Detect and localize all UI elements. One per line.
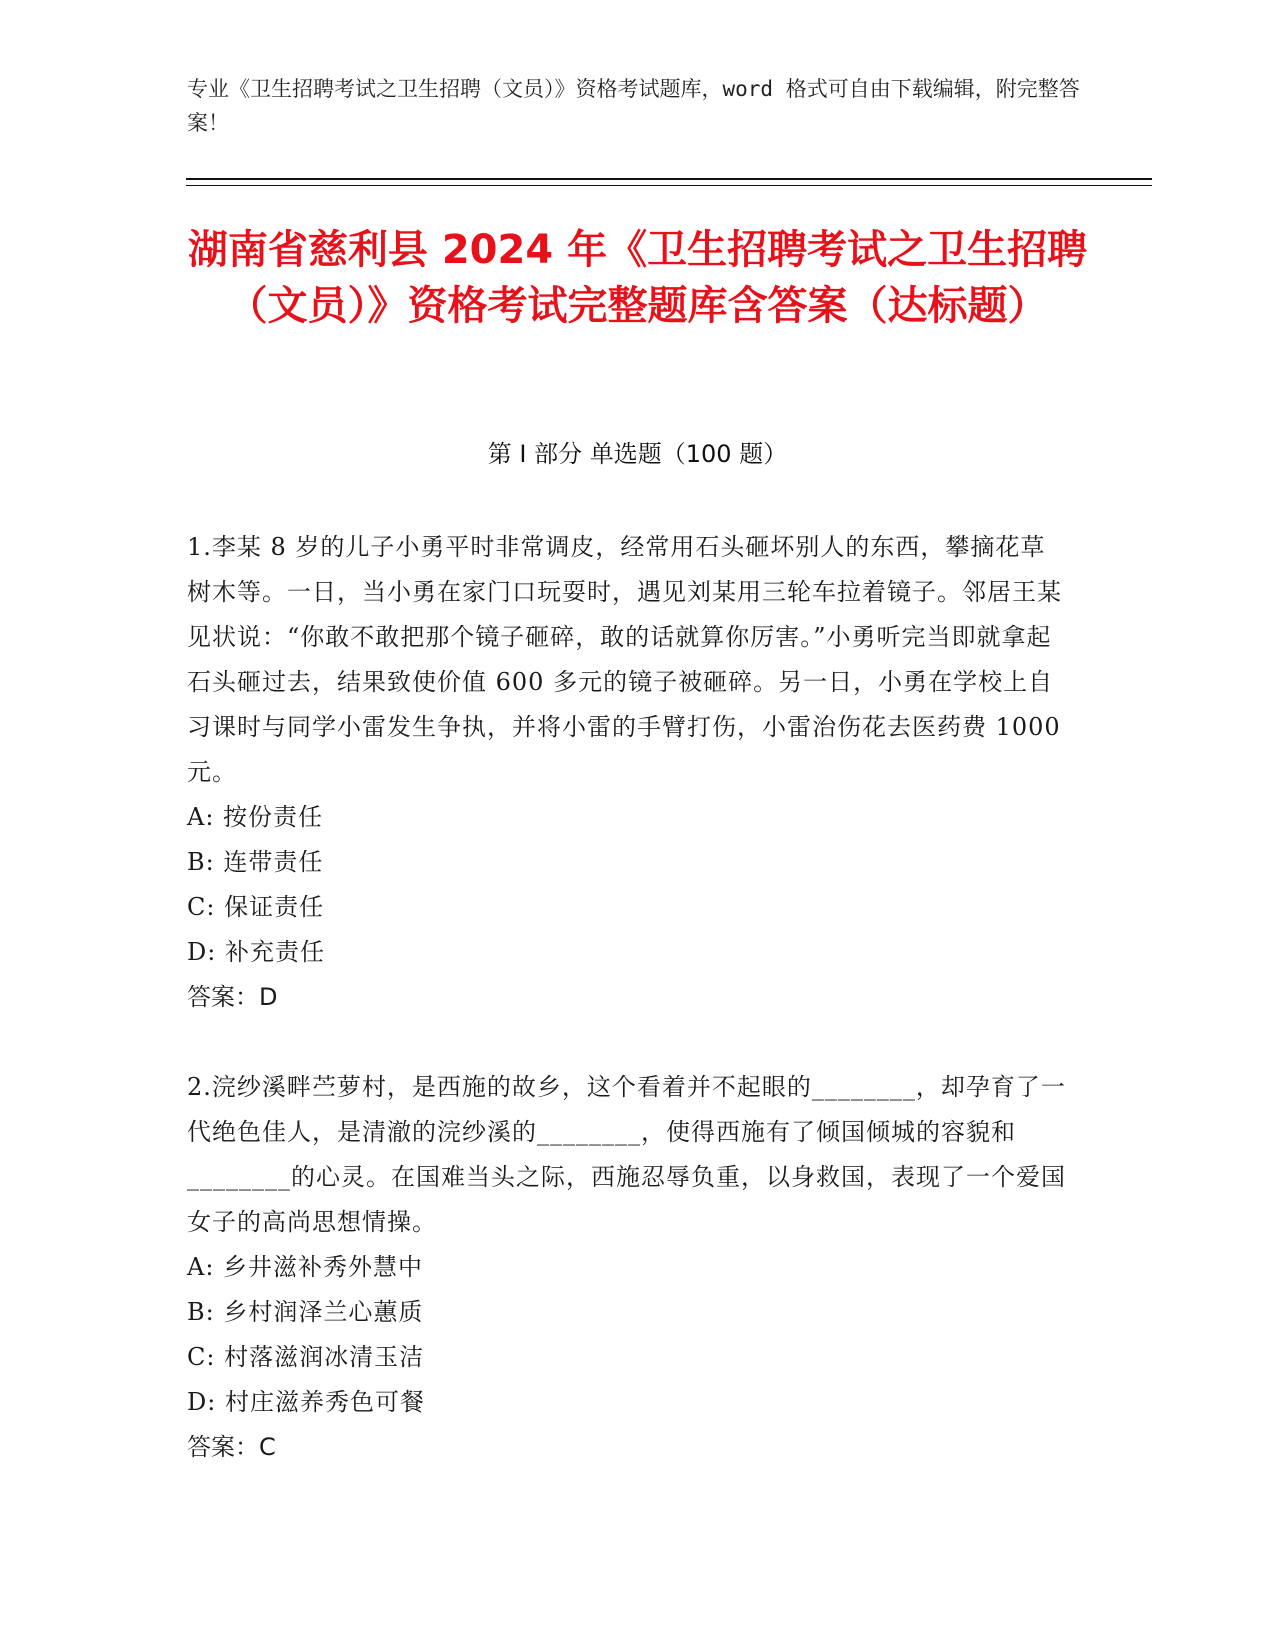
option-d: D: 补充责任 xyxy=(187,938,325,966)
option-a: A: 按份责任 xyxy=(187,803,324,831)
header-rule-thin xyxy=(186,185,1152,186)
section-heading: 第 I 部分 单选题（100 题） xyxy=(487,440,788,468)
question-1 xyxy=(187,525,1067,1020)
option-c: C: 村落滋润冰清玉洁 xyxy=(187,1343,425,1371)
option-c: C: 保证责任 xyxy=(187,893,325,921)
answer-line: 答案：C xyxy=(187,1433,276,1461)
option-a: A: 乡井滋补秀外慧中 xyxy=(187,1253,424,1281)
header-note: 专业《卫生招聘考试之卫生招聘（文员）》资格考试题库，word 格式可自由下载编辑，附完整答案！ xyxy=(187,77,1080,135)
question-stem: 2.浣纱溪畔苎萝村，是西施的故乡，这个看着并不起眼的________，却孕育了一代绝色佳人，是清澈的浣纱溪的________，使得西施有了倾国倾城的容貌和________的心灵。在国难当头之际，西施忍辱负重，以身救国，表现了一个爱国女子的高尚思想情操。 xyxy=(187,1073,1066,1236)
header-rule-thick xyxy=(186,178,1152,180)
answer-line: 答案：D xyxy=(187,983,278,1011)
option-d: D: 村庄滋养秀色可餐 xyxy=(187,1388,425,1416)
question-2 xyxy=(187,1065,1067,1470)
option-b: B: 连带责任 xyxy=(187,848,324,876)
document-title: 湖南省慈利县 2024 年《卫生招聘考试之卫生招聘（文员）》资格考试完整题库含答案（达标题） xyxy=(187,227,1088,329)
option-b: B: 乡村润泽兰心蕙质 xyxy=(187,1298,424,1326)
question-stem: 1.李某 8 岁的儿子小勇平时非常调皮，经常用石头砸坏别人的东西，攀摘花草树木等。一日，当小勇在家门口玩耍时，遇见刘某用三轮车拉着镜子。邻居王某见状说：“你敢不敢把那个镜子砸碎，敢的话就算你厉害。”小勇听完当即就拿起石头砸过去，结果致使价值 600 多元的镜子被砸碎。另一日，小勇在学校上自习课时与同学小雷发生争执，并将小雷的手臂打伤，小雷治伤花去医药费 1000 元。 xyxy=(187,533,1062,786)
